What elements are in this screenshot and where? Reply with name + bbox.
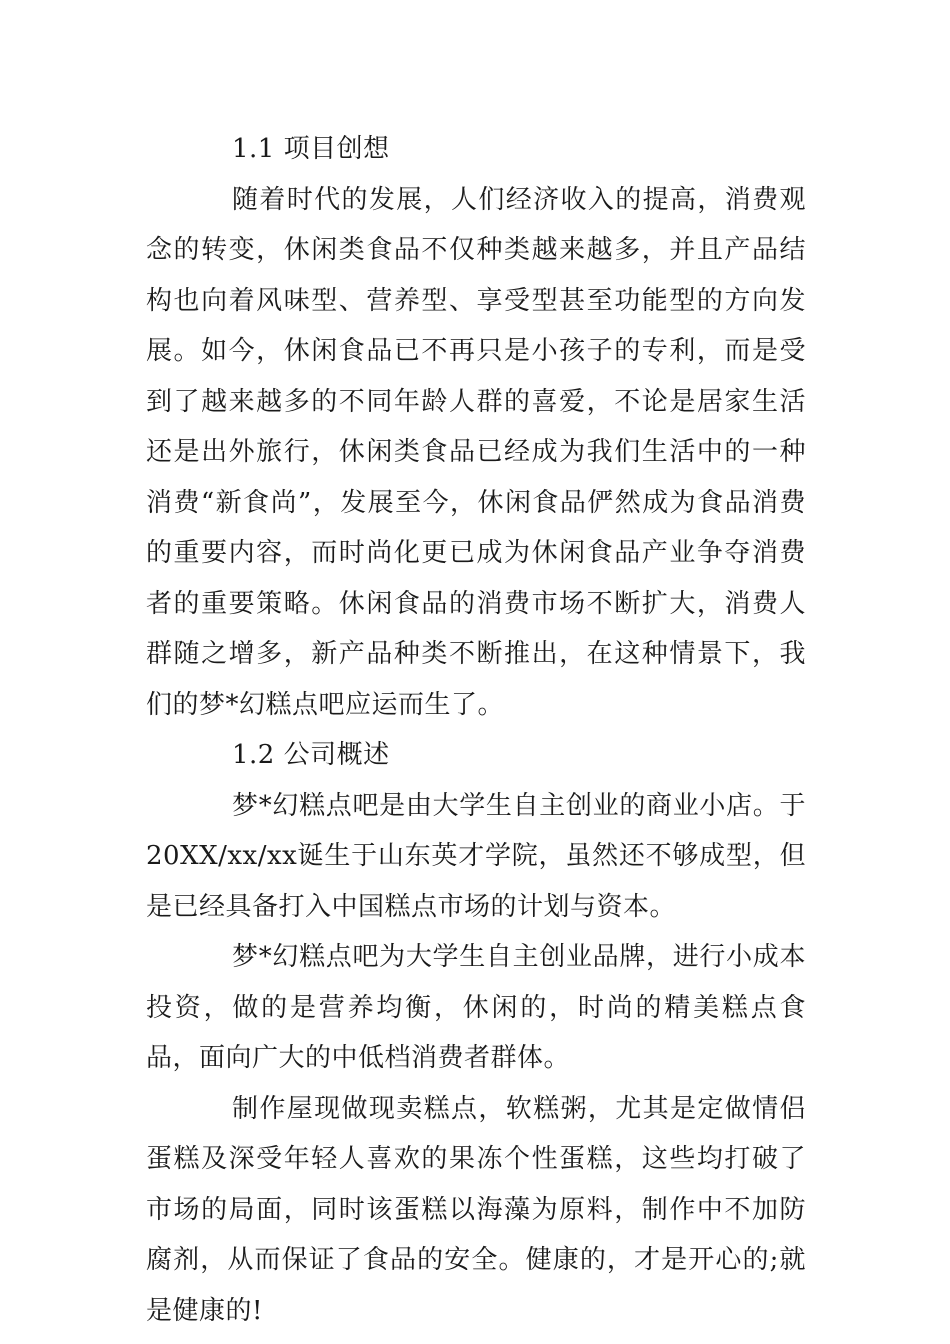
section-heading-1-1: 1.1 项目创想 [232, 134, 390, 164]
paragraph-company-overview: 梦*幻糕点吧是由大学生自主创业的商业小店。于20XX/xx/xx诞生于山东英才学院，虽然还不够成型，但是已经具备打入中国糕点市场的计划与资本。 [146, 790, 806, 922]
paragraph-brand-positioning: 梦*幻糕点吧为大学生自主创业品牌，进行小成本投资，做的是营养均衡，休闲的，时尚的精美糕点食品，面向广大的中低档消费者群体。 [146, 942, 806, 1073]
paragraph-products: 制作屋现做现卖糕点，软糕粥，尤其是定做情侣蛋糕及深受年轻人喜欢的果冻个性蛋糕，这些均打破了市场的局面，同时该蛋糕以海藻为原料，制作中不加防腐剂，从而保证了食品的安全。健康的，才是开心的;就是健康的! [146, 1093, 806, 1326]
section-heading-1-2: 1.2 公司概述 [232, 740, 390, 770]
document-body [146, 124, 806, 1336]
paragraph-project-idea: 随着时代的发展，人们经济收入的提高，消费观念的转变，休闲类食品不仅种类越来越多，并且产品结构也向着风味型、营养型、享受型甚至功能型的方向发展。如今，休闲食品已不再只是小孩子的专利，而是受到了越来越多的不同年龄人群的喜爱，不论是居家生活还是出外旅行，休闲类食品已经成为我们生活中的一种消费“新食尚”，发展至今，休闲食品俨然成为食品消费的重要内容，而时尚化更已成为休闲食品产业争夺消费者的重要策略。休闲食品的消费市场不断扩大，消费人群随之增多，新产品种类不断推出，在这种情景下，我们的梦*幻糕点吧应运而生了。 [146, 184, 806, 720]
